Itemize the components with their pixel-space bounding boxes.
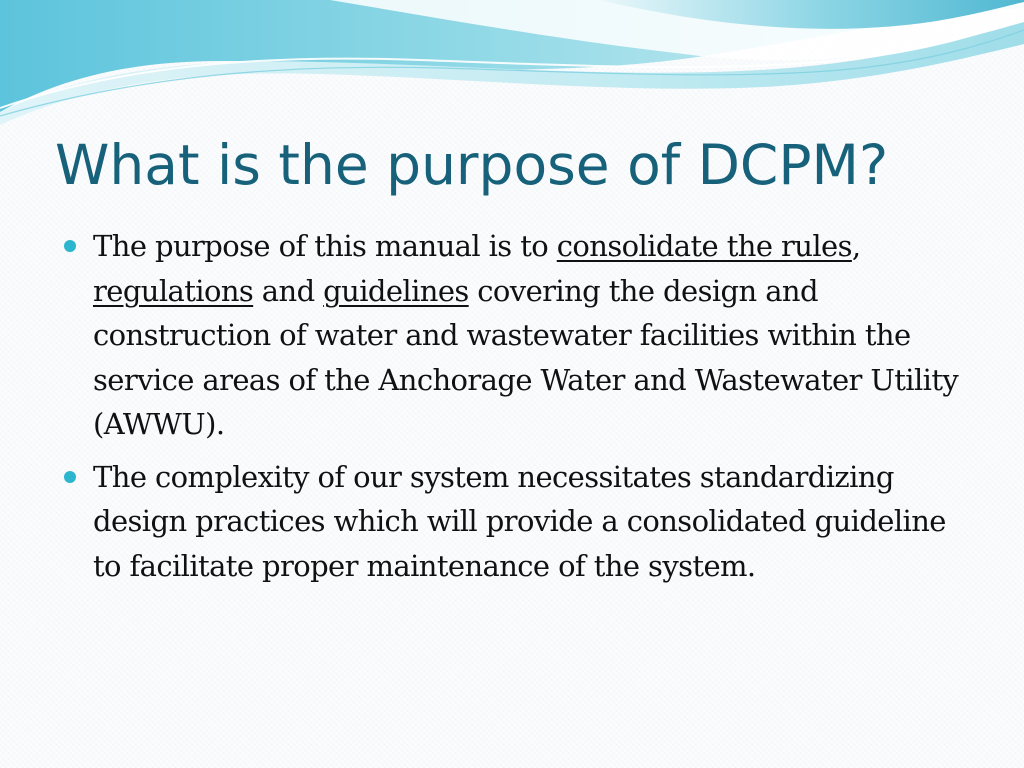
bullet-dot-icon	[64, 240, 76, 252]
underlined-phrase-regulations: regulations	[93, 273, 254, 308]
header-wave-decoration	[0, 0, 1024, 125]
bullet-item-purpose	[62, 224, 967, 447]
underlined-phrase-consolidate-rules: consolidate the rules	[556, 229, 852, 263]
bullet-item-complexity	[62, 455, 967, 589]
bullet-text-segment: covering the design and construction of water and wastewater facilities within the service areas of the Anchorage Water and Wastewater Utility (AWWU).	[93, 273, 959, 441]
underlined-phrase-guidelines: guidelines	[323, 273, 469, 308]
bullet-text-segment: The complexity of our system necessitates standardizing design practices which will provide a consolidated guideline to facilitate proper maintenance of the system.	[93, 459, 946, 583]
bullet-text-segment: The purpose of this manual is to	[93, 229, 557, 263]
bullet-text-segment: ,	[851, 229, 861, 263]
bullet-text-segment: and	[253, 273, 324, 308]
slide-title: What is the purpose of DCPM?	[55, 133, 889, 197]
bullet-dot-icon	[64, 471, 76, 483]
bullet-list	[62, 224, 967, 596]
